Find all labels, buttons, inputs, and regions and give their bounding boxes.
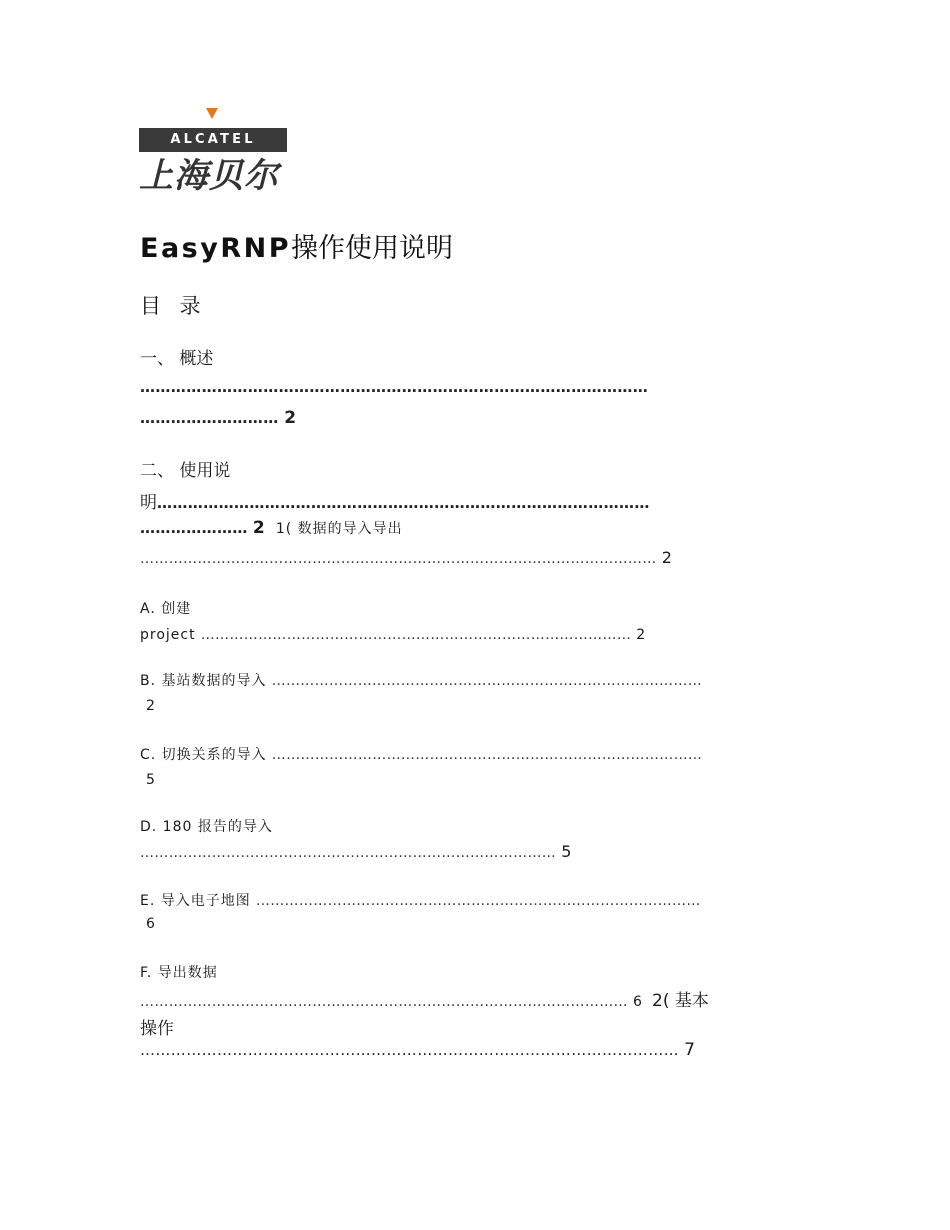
toc-item-b-label: B. 基站数据的导入: [140, 673, 267, 689]
toc-section-1-label: 一、 概述: [140, 349, 214, 369]
toc-line: [140, 1040, 695, 1060]
toc-item-a-page: 2: [636, 627, 647, 643]
toc-heading: 目 录: [140, 294, 207, 318]
toc-leader-dots: …………………: [140, 519, 248, 537]
toc-section-2-1-label: 1( 数据的导入导出: [275, 521, 403, 537]
logo-chinese-text: 上海贝尔: [139, 156, 279, 196]
toc-leader-dots: ………………………………………………………………………………: [271, 673, 703, 689]
toc-leader-dots: ……………………………………………………………………………: [140, 845, 557, 861]
toc-item-c-label: C. 切换关系的导入: [140, 747, 267, 763]
toc-leader-dots: …………………………………………………………………………………: [255, 893, 701, 909]
toc-leader-dots: ………………………………………………………………………………………………: [140, 551, 657, 567]
toc-section-2-2-cont: 操作: [140, 1019, 174, 1039]
toc-line: [140, 744, 702, 764]
alcatel-logo: [139, 108, 289, 198]
document-title: [140, 226, 453, 265]
toc-leader-dots: ……………………… 2: [140, 408, 297, 428]
title-chinese: 操作使用说明: [291, 233, 454, 264]
toc-section-2-1-page: 2: [661, 548, 672, 567]
toc-line: [140, 670, 702, 690]
toc-item-f-page: 6: [633, 994, 643, 1010]
toc-item-e-label: E. 导入电子地图: [140, 893, 251, 909]
toc-section-2-label: 二、 使用说: [140, 461, 231, 481]
toc-section-1-page: 2: [284, 408, 297, 428]
toc-item-d-label: D. 180 报告的导入: [140, 819, 273, 835]
toc-leader-dots: ………………………………………………………………………………………: [140, 378, 649, 396]
toc-leader-dots: ………………………………………………………………………………: [200, 627, 632, 643]
toc-leader-dots: ……………………………………………………………………………………: [157, 494, 650, 512]
toc-item-a-cont: project: [140, 627, 196, 643]
toc-leader-dots: …………………………………………………………………………………………: [140, 994, 628, 1010]
toc-section-2-cont: 明: [140, 493, 157, 513]
toc-line: [140, 624, 646, 643]
toc-leader-dots: ………………………………………………………………………………: [271, 747, 703, 763]
toc-section-2-2-label: 2( 基本: [652, 991, 709, 1011]
toc-item-d-page: 5: [561, 842, 572, 861]
toc-section-2-label-cont: [140, 488, 650, 513]
toc-item-e-page: 6: [146, 916, 156, 932]
logo-brand-text: ALCATEL: [139, 128, 287, 152]
toc-line: [140, 518, 403, 538]
toc-section-2-page: 2: [252, 518, 265, 538]
toc-line: [140, 548, 672, 567]
toc-line: [140, 842, 571, 861]
toc-line: [140, 890, 701, 910]
toc-item-a-label: A. 创建: [140, 601, 192, 617]
toc-section-2-2-page: 7: [684, 1040, 695, 1060]
toc-item-f-label: F. 导出数据: [140, 965, 218, 981]
toc-item-c-page: 5: [146, 772, 156, 788]
toc-line: [140, 986, 709, 1011]
title-latin: EasyRNP: [140, 233, 292, 264]
toc-leader-dots: ……………………………………………………………………………………………: [140, 1041, 679, 1059]
toc-item-b-page: 2: [146, 698, 156, 714]
logo-triangle-icon: [206, 108, 218, 119]
